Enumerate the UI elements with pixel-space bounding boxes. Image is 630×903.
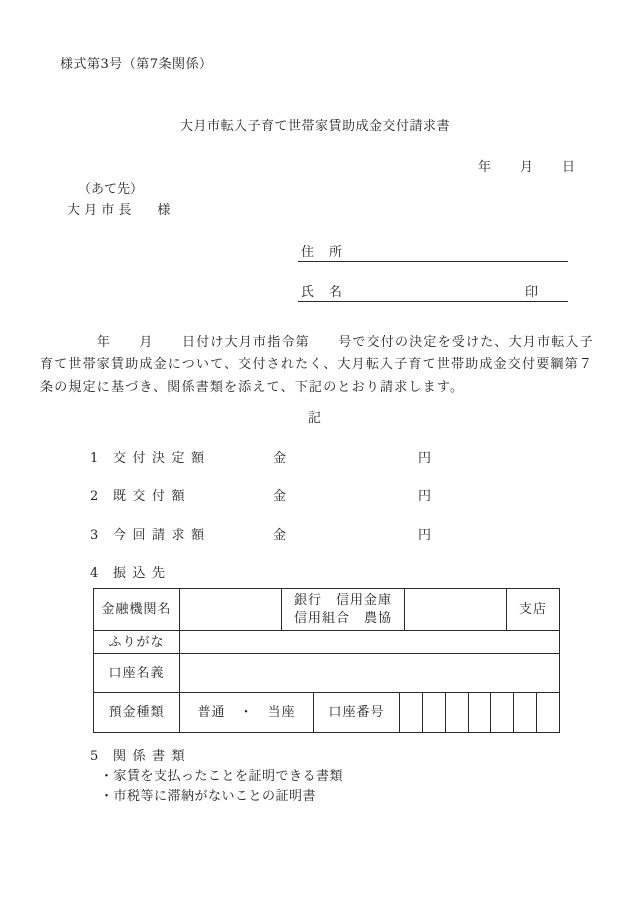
- item-number: 5: [90, 749, 99, 764]
- currency-suffix: 円: [418, 528, 432, 543]
- institution-type-cell: [281, 589, 404, 630]
- institution-name-blank-cell: [179, 589, 281, 630]
- currency-prefix: 金: [273, 451, 287, 466]
- item-transfer-destination: [90, 567, 273, 580]
- table-row-institution: [94, 589, 559, 630]
- body-line: 条の規定に基づき、関係書類を添えて、下記のとおり請求します。: [40, 379, 465, 395]
- bank-transfer-table: [93, 588, 560, 733]
- item-number: 3: [90, 528, 99, 543]
- item-grant-decision-amount: [90, 452, 431, 465]
- account-number-digit-cell: [536, 693, 559, 732]
- furigana-label-cell: ふりがな: [108, 634, 165, 650]
- currency-suffix: 円: [418, 489, 432, 504]
- table-row-deposit: [94, 692, 559, 732]
- table-row-account-name: [94, 653, 559, 692]
- institution-label-cell: 金融機関名: [101, 602, 172, 617]
- related-document-bullet: ・家賃を支払ったことを証明できる書類: [100, 769, 344, 784]
- currency-suffix: 円: [418, 451, 432, 466]
- item-current-request-amount: [90, 529, 431, 542]
- item-number: 1: [90, 451, 99, 466]
- addressee-note: （あて先）: [78, 182, 144, 197]
- item-label: 今回請求額: [113, 528, 211, 543]
- account-number-digit-cell: [445, 693, 468, 732]
- ki-heading: 記: [307, 411, 322, 426]
- item-number: 4: [90, 566, 99, 581]
- account-number-digit-cell: [513, 693, 536, 732]
- item-number: 2: [90, 489, 99, 504]
- related-document-bullet: ・市税等に滞納がないことの証明書: [100, 789, 317, 804]
- deposit-type-label-cell: 預金種類: [108, 705, 165, 720]
- name-label: 氏 名: [301, 285, 344, 300]
- item-already-granted-amount: [90, 490, 431, 503]
- body-line: 育て世帯家賃助成金について、交付されたく、大月転入子育て世帯助成金交付要綱第７: [40, 357, 594, 373]
- date-line: 年 月 日: [477, 160, 576, 175]
- account-number-digit-cell: [399, 693, 422, 732]
- seal-label: 印: [524, 285, 538, 300]
- item-label: 既交付額: [113, 489, 192, 504]
- address-label: 住 所: [301, 245, 344, 260]
- name-field-row: [298, 280, 568, 302]
- furigana-blank-cell: [179, 631, 559, 653]
- item-label: 関係書類: [113, 749, 192, 764]
- form-number: 様式第3号（第7条関係）: [60, 57, 213, 72]
- deposit-type-options-cell: 普通 ・ 当座: [179, 693, 313, 732]
- account-name-blank-cell: [179, 654, 559, 692]
- item-related-documents: [90, 750, 273, 763]
- account-number-digit-cell: [490, 693, 513, 732]
- currency-prefix: 金: [273, 528, 287, 543]
- page-title: 大月市転入子育て世帯家賃助成金交付請求書: [179, 119, 450, 134]
- address-field-row: [298, 240, 568, 262]
- institution-type-line2: 信用組合 農協: [293, 610, 392, 626]
- item-label: 振込先: [113, 566, 172, 581]
- branch-label-cell: 支店: [506, 589, 559, 630]
- account-number-digit-cell: [422, 693, 445, 732]
- body-line: 年 月 日付け大月市指令第 号で交付の決定を受けた、大月市転入子: [40, 335, 594, 350]
- table-row-furigana: [94, 630, 559, 653]
- institution-type-line1: 銀行 信用金庫: [293, 592, 392, 608]
- currency-prefix: 金: [273, 489, 287, 504]
- branch-name-blank-cell: [404, 589, 506, 630]
- account-name-label-cell: 口座名義: [108, 665, 165, 681]
- account-number-label-cell: 口座番号: [313, 693, 399, 732]
- body-paragraph: [40, 332, 596, 399]
- account-number-digit-cell: [468, 693, 491, 732]
- item-label: 交付決定額: [113, 451, 211, 466]
- addressee-mayor: 大 月 市 長 様: [67, 203, 171, 218]
